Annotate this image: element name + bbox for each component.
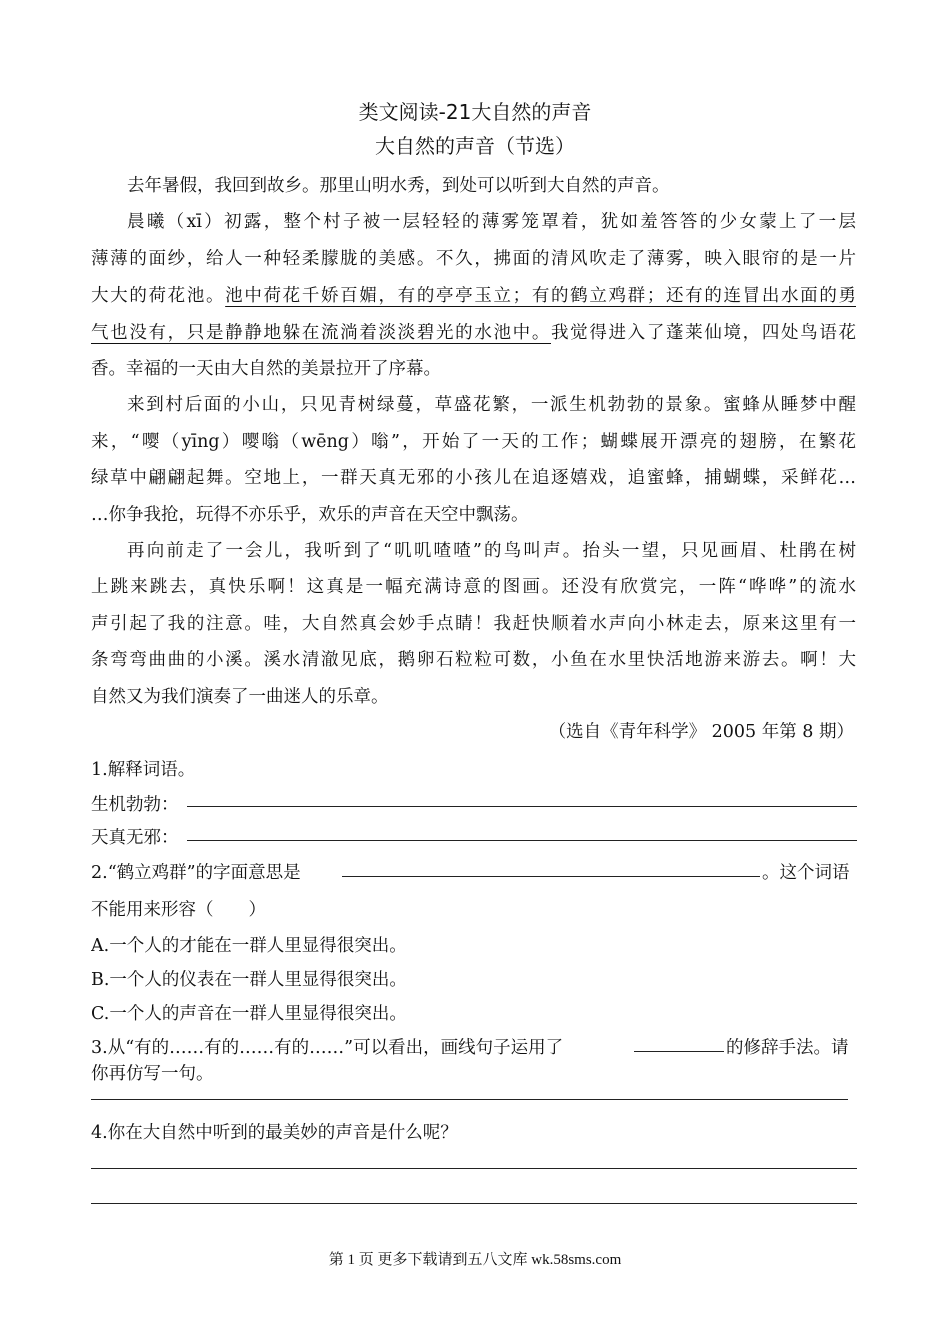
answer-blank[interactable] [342,876,760,877]
passage-line: …你争我抢，玩得不亦乐乎，欢乐的声音在天空中飘荡。 [91,505,529,525]
passage-paragraph-1: 去年暑假，我回到故乡。那里山明水秀，到处可以听到大自然的声音。 [127,176,670,196]
question-2-prompt: 不能用来形容（ ） [91,900,266,920]
passage-line: 自然又为我们演奏了一曲迷人的乐章。 [91,687,389,707]
passage-line: 薄薄的面纱，给人一种轻柔朦胧的美感。不久，拂面的清风吹走了薄雾，映入眼帘的是一片 [91,249,856,269]
term-label: 生机勃勃： [91,795,179,815]
answer-line[interactable] [91,1203,857,1204]
passage-line: 香。幸福的一天由大自然的美景拉开了序幕。 [91,359,441,379]
page-footer: 第 1 页 更多下载请到五八文库 wk.58sms.com [328,1252,622,1268]
option-b[interactable]: B.一个人的仪表在一群人里显得很突出。 [91,970,407,990]
option-c[interactable]: C.一个人的声音在一群人里显得很突出。 [91,1004,407,1024]
answer-blank[interactable] [634,1051,724,1052]
option-a[interactable]: A.一个人的才能在一群人里显得很突出。 [91,936,407,956]
passage-line: 来到村后面的小山，只见青树绿蔓，草盛花繁，一派生机勃勃的景象。蜜蜂从睡梦中醒 [127,395,856,415]
term-label: 天真无邪： [91,828,179,848]
question-3-prompt: 你再仿写一句。 [91,1064,214,1084]
answer-blank[interactable] [187,806,857,807]
question-3-continued: 的修辞手法。请 [726,1038,849,1058]
passage-line: 晨曦（xī）初露，整个村子被一层轻轻的薄雾笼罩着，犹如羞答答的少女蒙上了一层 [127,212,856,232]
answer-line[interactable] [91,1099,848,1100]
answer-line[interactable] [91,1168,857,1169]
passage-line: 绿草中翩翩起舞。空地上，一群天真无邪的小孩儿在追逐嬉戏，追蜜蜂，捕蝴蝶，采鲜花… [91,468,856,488]
passage-title: 大自然的声音（节选） [375,134,575,158]
underlined-sentence: 气也没有，只是静静地躲在流淌着淡淡碧光的水池中。 [91,323,551,343]
passage-line: 再向前走了一会儿，我听到了“叽叽喳喳”的鸟叫声。抬头一望，只见画眉、杜鹃在树 [127,541,856,561]
answer-blank[interactable] [187,840,857,841]
underlined-sentence: 池中荷花千娇百媚，有的亭亭玉立；有的鹤立鸡群；还有的连冒出水面的勇 [225,286,856,306]
passage-line [91,282,856,307]
passage-text: 大大的荷花池。 [91,286,226,306]
passage-line: 来，“嘤（yīng）嘤嗡（wēng）嗡”，开始了一天的工作；蝴蝶展开漂亮的翅膀，在繁花 [91,432,856,452]
question-4: 4.你在大自然中听到的最美妙的声音是什么呢？ [91,1123,458,1143]
source-citation: （选自《青年科学》 2005 年第 8 期） [548,722,854,742]
question-2: 2.“鹤立鸡群”的字面意思是 [91,863,301,883]
passage-line: 上跳来跳去，真快乐啊！这真是一幅充满诗意的图画。还没有欣赏完，一阵“哗哗”的流水 [91,577,856,597]
passage-line [91,319,856,344]
question-1: 1.解释词语。 [91,760,196,780]
document-title: 类文阅读-21大自然的声音 [358,100,592,124]
passage-line: 条弯弯曲曲的小溪。溪水清澈见底，鹅卵石粒粒可数，小鱼在水里快活地游来游去。啊！大 [91,650,856,670]
question-3: 3.从“有的……有的……有的……”可以看出，画线句子运用了 [91,1038,564,1058]
passage-line: 声引起了我的注意。哇，大自然真会妙手点睛！我赶快顺着水声向小林走去，原来这里有一 [91,614,856,634]
question-2-continued: 。这个词语 [762,863,850,883]
passage-text: 我觉得进入了蓬莱仙境，四处鸟语花 [551,323,856,343]
